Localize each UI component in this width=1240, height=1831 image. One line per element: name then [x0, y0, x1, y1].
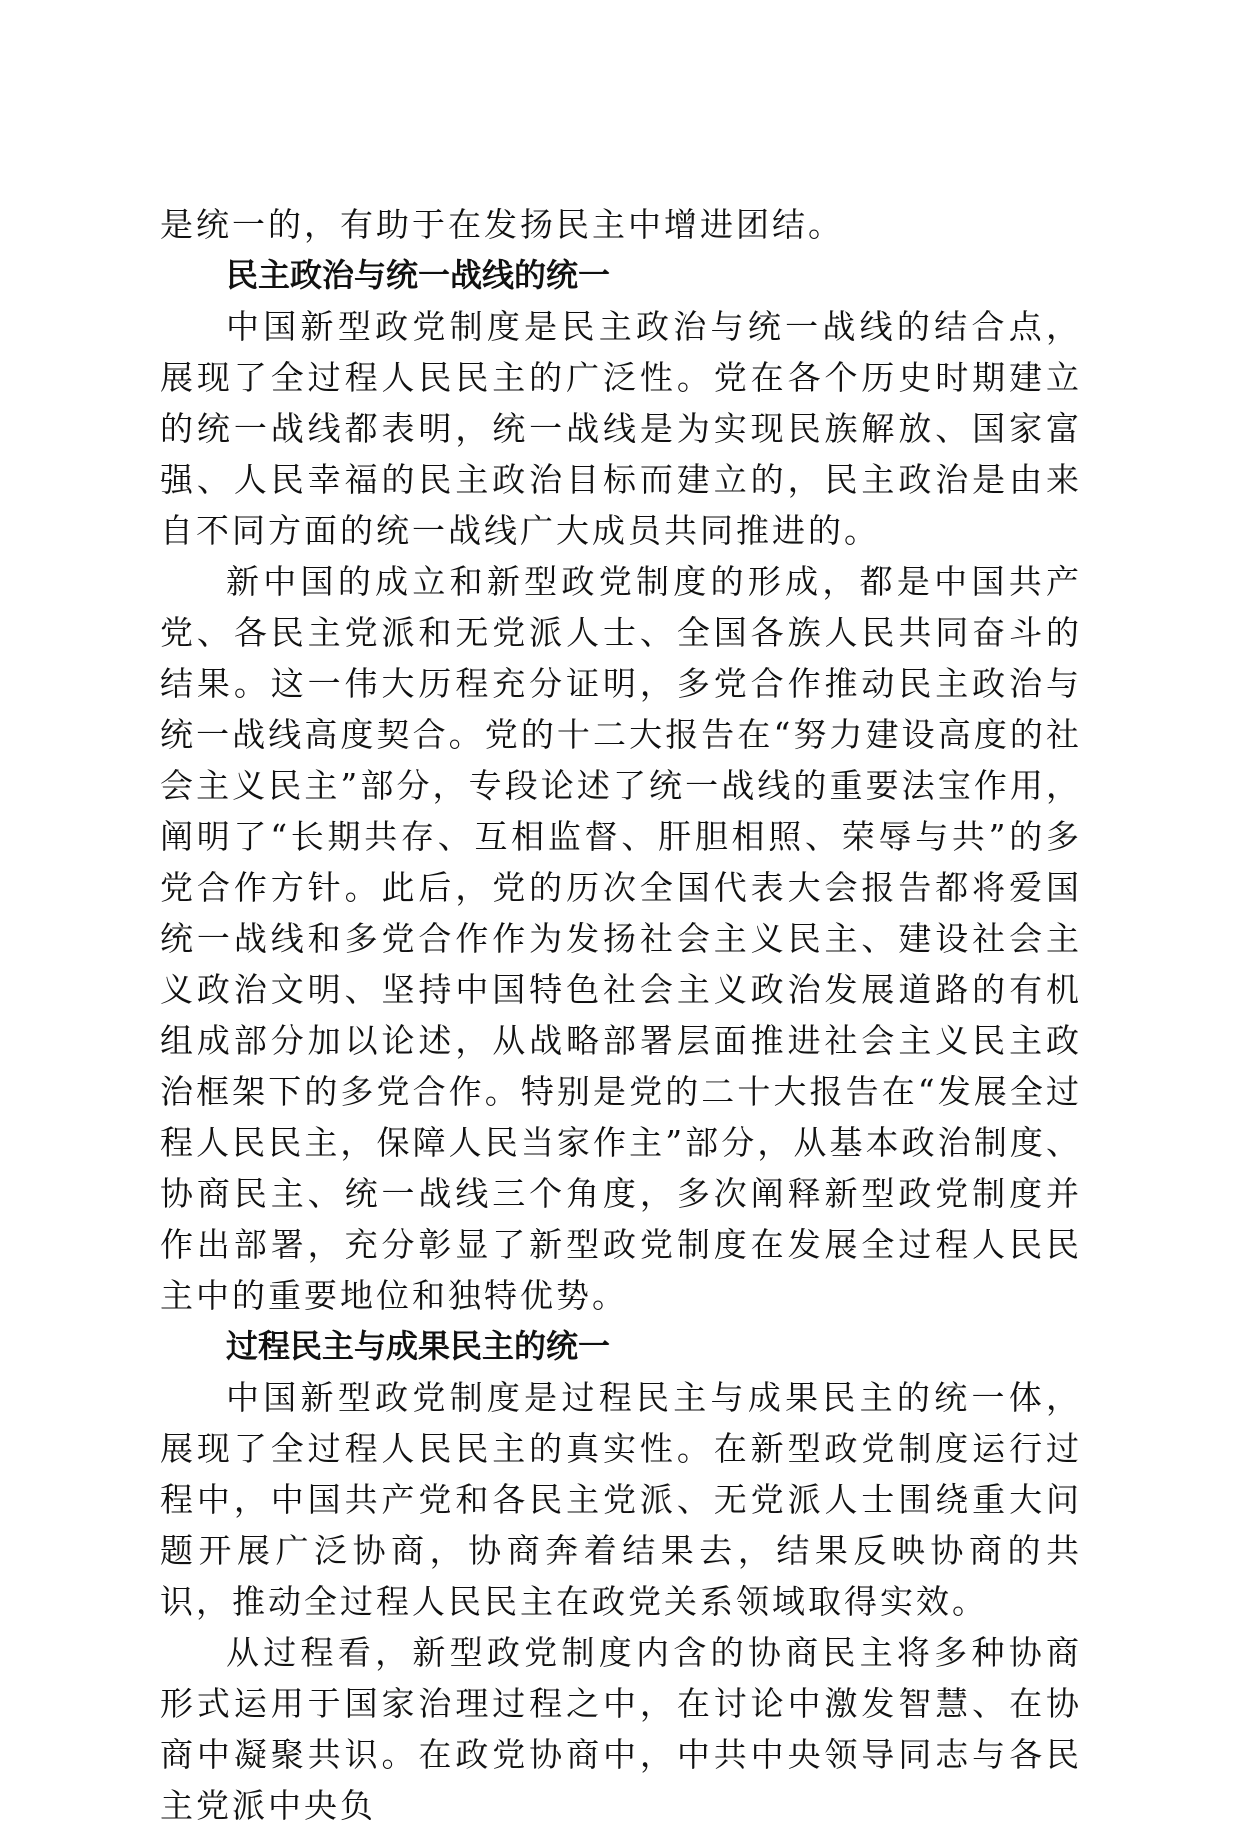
section-heading-democracy-united-front: 民主政治与统一战线的统一: [226, 256, 611, 294]
document-page: [160, 199, 1082, 1831]
paragraph-continued: 是统一的，有助于在发扬民主中增进团结。: [160, 205, 844, 244]
paragraph: 中国新型政党制度是过程民主与成果民主的统一体，展现了全过程人民民主的真实性。在新型政党制度运行过程中，中国共产党和各民主党派、无党派人士围绕重大问题开展广泛协商，协商奔着结果去，结果反映协商的共识，推动全过程人民民主在政党关系领域取得实效。: [160, 1378, 1082, 1621]
paragraph: 新中国的成立和新型政党制度的形成，都是中国共产党、各民主党派和无党派人士、全国各族人民共同奋斗的结果。这一伟大历程充分证明，多党合作推动民主政治与统一战线高度契合。党的十二大报告在“努力建设高度的社会主义民主”部分，专段论述了统一战线的重要法宝作用，阐明了“长期共存、互相监督、肝胆相照、荣辱与共”的多党合作方针。此后，党的历次全国代表大会报告都将爱国统一战线和多党合作作为发扬社会主义民主、建设社会主义政治文明、坚持中国特色社会主义政治发展道路的有机组成部分加以论述，从战略部署层面推进社会主义民主政治框架下的多党合作。特别是党的二十大报告在“发展全过程人民民主，保障人民当家作主”部分，从基本政治制度、协商民主、统一战线三个角度，多次阐释新型政党制度并作出部署，充分彰显了新型政党制度在发展全过程人民民主中的重要地位和独特优势。: [160, 562, 1082, 1315]
paragraph: 从过程看，新型政党制度内含的协商民主将多种协商形式运用于国家治理过程之中，在讨论中激发智慧、在协商中凝聚共识。在政党协商中，中共中央领导同志与各民主党派中央负: [160, 1633, 1082, 1825]
section-heading-process-result-democracy: 过程民主与成果民主的统一: [226, 1327, 611, 1365]
paragraph: 中国新型政党制度是民主政治与统一战线的结合点，展现了全过程人民民主的广泛性。党在各个历史时期建立的统一战线都表明，统一战线是为实现民族解放、国家富强、人民幸福的民主政治目标而建立的，民主政治是由来自不同方面的统一战线广大成员共同推进的。: [160, 307, 1082, 550]
